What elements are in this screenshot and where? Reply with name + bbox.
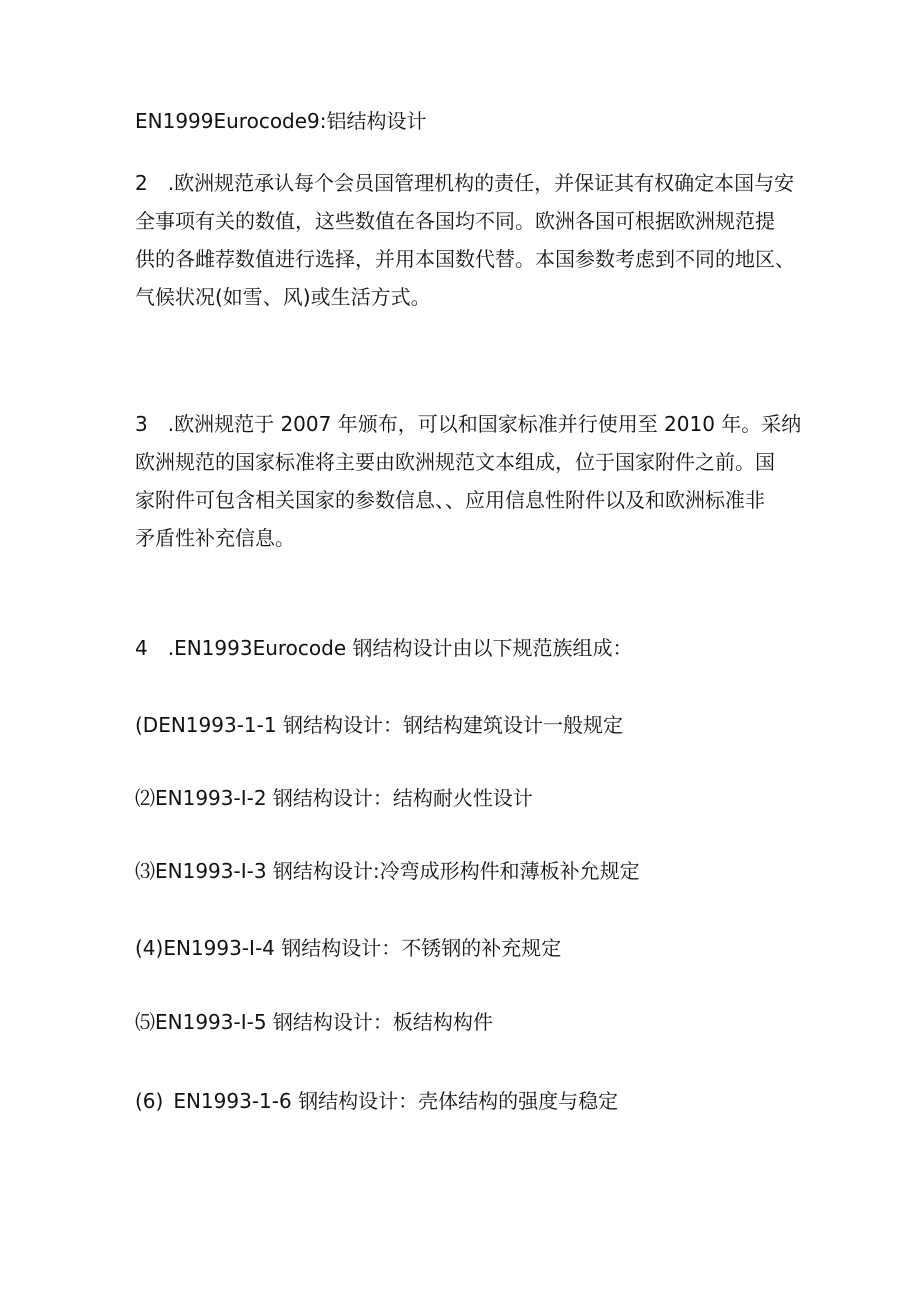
paragraph-3-line-4: 矛盾性补充信息。 — [135, 526, 295, 550]
paragraph-3-line-1: 3 .欧洲规范于 2007 年颁布，可以和国家标准并行使用至 2010 年。采纳 — [135, 412, 802, 436]
paragraph-2 — [135, 164, 795, 316]
list-item: (DEN1993-1-1 钢结构设计：钢结构建筑设计一般规定 — [135, 713, 623, 737]
list-item: (6) EN1993-1-6 钢结构设计：壳体结构的强度与稳定 — [135, 1089, 619, 1113]
document-heading: EN1999Eurocode9:铝结构设计 — [135, 109, 427, 133]
paragraph-3-line-2: 欧洲规范的国家标准将主要由欧洲规范文本组成，位于国家附件之前。国 — [135, 450, 775, 474]
paragraph-4: 4 .EN1993Eurocode 钢结构设计由以下规范族组成： — [135, 636, 633, 660]
paragraph-2-line-1: 2 .欧洲规范承认每个会员国管理机构的责任，并保证其有权确定本国与安 — [135, 171, 795, 195]
paragraph-3 — [135, 405, 802, 557]
list-item: (4)EN1993-I-4 钢结构设计：不锈钢的补充规定 — [135, 936, 562, 960]
list-item: ⑵EN1993-I-2 钢结构设计：结构耐火性设计 — [135, 786, 533, 810]
paragraph-2-line-3: 供的各雌荐数值进行选择，并用本国数代替。本国参数考虑到不同的地区、 — [135, 247, 795, 271]
paragraph-2-line-2: 全事项有关的数值，这些数值在各国均不同。欧洲各国可根据欧洲规范提 — [135, 209, 775, 233]
paragraph-2-line-4: 气候状况(如雪、风)或生活方式。 — [135, 285, 431, 309]
list-item: ⑸EN1993-I-5 钢结构设计：板结构构件 — [135, 1010, 493, 1034]
list-item: ⑶EN1993-I-3 钢结构设计:冷弯成形构件和薄板补允规定 — [135, 859, 640, 883]
paragraph-3-line-3: 家附件可包含相关国家的参数信息、、应用信息性附件以及和欧洲标准非 — [135, 488, 765, 512]
